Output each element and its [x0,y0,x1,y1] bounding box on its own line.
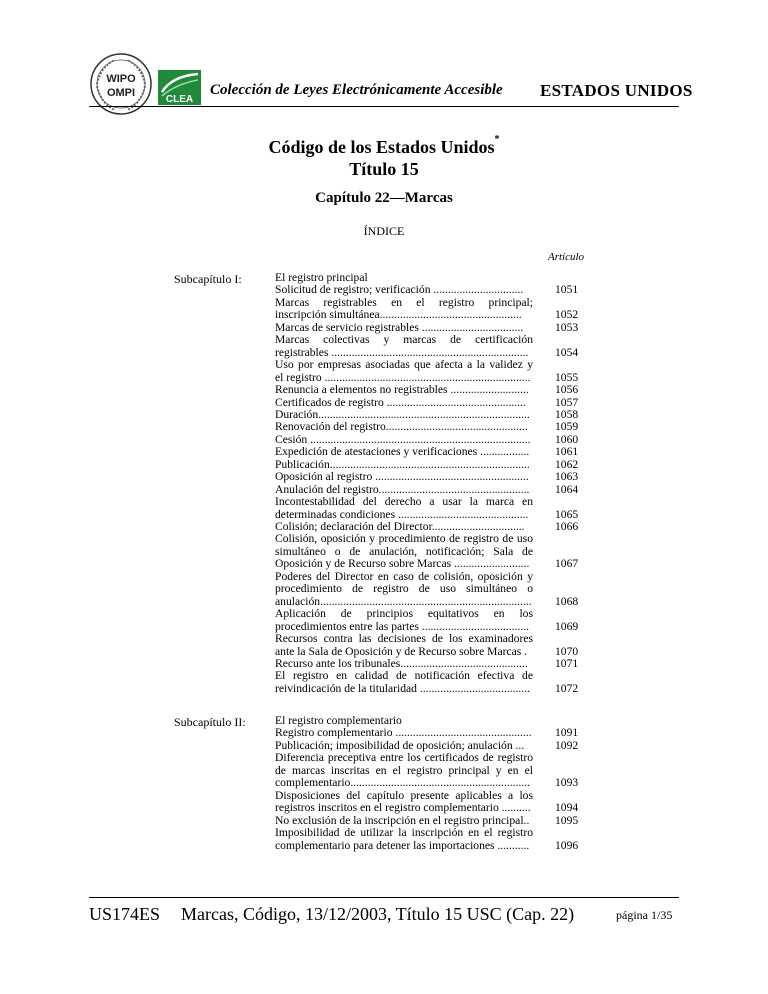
toc-entry: Oposición y de Recurso sobre Marcas .......................... [275,558,530,571]
toc-entry: de marcas inscritas en el registro principal y en el [275,764,533,777]
toc-entry: Registro complementario ............................................... [275,727,532,740]
toc-entry: Renovación del registro................................................. [275,421,528,434]
toc-entry: Recursos contra las decisiones de los examinadores [275,633,533,646]
document-subtitle: Título 15 [349,159,419,179]
subchapter-heading: El registro complementario [275,715,402,727]
toc-entry: simultáneo o de anulación, notificación; Sala de [275,545,533,558]
toc-entry: Colisión, oposición y procedimiento de registro de uso [275,533,533,546]
document-title-text: Código de los Estados Unidos [268,137,495,157]
toc-entry: Aplicación de principios equitativos en los [275,608,533,621]
toc-entry: Marcas registrables en el registro principal; [275,296,533,309]
toc-entry: registros inscritos en el registro complementario .......... [275,802,531,815]
article-number: 1067 [555,557,579,571]
index-heading: ÍNDICE [363,224,405,238]
toc-entry: inscripción simultánea................................................. [275,309,522,322]
toc-entry: Renuncia a elementos no registrables ........................... [275,384,529,397]
article-number: 1056 [555,383,579,397]
toc-entry: No exclusión de la inscripción en el registro principal.. [275,814,530,827]
toc-entry: Oposición al registro ..................................................... [275,471,529,484]
article-number: 1093 [555,776,579,790]
clea-logo [158,70,201,105]
toc-entry: Poderes del Director en caso de colisión, oposición y [275,570,533,583]
toc-entry: complementario.............................................................. [275,777,531,790]
wipo-text: WIPO [106,73,136,85]
toc-entry: Incontestabilidad del derecho a usar la marca en [275,496,533,509]
toc-entry: Anulación del registro.................................................... [275,483,530,496]
article-number: 1064 [555,482,579,496]
article-number: 1058 [555,407,579,421]
article-number: 1061 [555,445,579,459]
subchapter-label: Subcapítulo I: [174,272,242,286]
footer-divider [89,897,679,898]
subchapter-label: Subcapítulo II: [174,715,246,729]
article-number: 1053 [555,320,579,334]
article-number: 1062 [555,457,579,471]
toc-entry: El registro en calidad de notificación efectiva de [275,670,533,683]
toc-entry: registrables .................................................................... [275,346,529,359]
article-number: 1070 [555,644,579,658]
article-number: 1068 [555,594,579,608]
toc-entry: Publicación..................................................................... [275,458,530,471]
article-number: 1051 [555,283,579,297]
article-number: 1055 [555,370,579,384]
article-number: 1066 [555,520,579,533]
article-number: 1060 [555,432,579,446]
article-number: 1094 [555,801,579,815]
toc-entry: Marcas de servicio registrables ................................... [275,321,524,334]
article-number: 1072 [555,681,579,695]
toc-entry: determinadas condiciones ............................................. [275,508,529,521]
toc-entry: Duración......................................................................... [275,408,530,421]
article-number: 1063 [555,470,579,484]
toc-entry: Marcas colectivas y marcas de certificación [275,334,533,347]
toc-entry: Uso por empresas asociadas que afecta a la validez y [275,359,533,372]
toc-entry: Publicación; imposibilidad de oposición; anulación ... [275,739,525,752]
chapter-title: Capítulo 22—Marcas [315,190,453,206]
article-number: 1065 [555,507,579,521]
footer-title: Marcas, Código, 13/12/2003, Título 15 USC (Cap. 22) [181,904,575,924]
article-number: 1091 [555,726,579,740]
article-number: 1095 [555,813,579,827]
header-divider [89,106,679,107]
article-number: 1096 [555,838,579,852]
toc-entry: Recurso ante los tribunales............................................ [275,657,528,670]
toc-entry: procedimientos entre las partes ..................................... [275,620,530,633]
ompi-text: OMPI [106,87,136,99]
toc-entry: Disposiciones del capítulo presente aplicables a los [275,789,533,802]
toc-entry: Expedición de atestaciones y verificaciones ................. [275,446,530,459]
toc-entry: Cesión ............................................................................ [275,433,531,446]
toc-entry: anulación......................................................................... [275,595,532,608]
article-column-label: Artículo [548,251,585,263]
subchapter-heading: El registro principal [275,272,368,284]
document-title [0,134,768,158]
country-title: ESTADOS UNIDOS [540,81,693,100]
article-number: 1069 [555,619,579,633]
toc-entry: Diferencia preceptiva entre los certificados de registro [275,752,533,765]
article-number: 1052 [555,308,579,322]
article-number: 1057 [555,395,579,409]
article-number: 1059 [555,420,579,434]
collection-title: Colección de Leyes Electrónicamente Accesible [210,82,503,98]
toc-entry: Solicitud de registro; verificación ............................... [275,284,524,297]
page-number: página 1/35 [616,908,673,922]
toc-entry: procedimiento de registro de uso simultáneo o [275,583,533,596]
toc-entry: ante la Sala de Oposición y de Recurso sobre Marcas . [275,645,528,658]
footnote-mark: * [494,134,500,145]
toc-entry: complementario para detener las importaciones ........... [275,839,530,852]
toc-entry: Certificados de registro ................................................ [275,396,526,409]
toc-entry: el registro ....................................................................... [275,371,531,384]
clea-text: CLEA [165,94,194,105]
toc-entry: Colisión; declaración del Director................................ [275,521,525,533]
toc-entry: reivindicación de la titularidad ...................................... [275,682,531,695]
article-number: 1071 [555,656,579,670]
toc-entry: Imposibilidad de utilizar la inscripción en el registro [275,827,533,840]
article-number: 1054 [555,345,579,359]
article-number: 1092 [555,738,579,752]
document-code: US174ES [89,904,161,924]
